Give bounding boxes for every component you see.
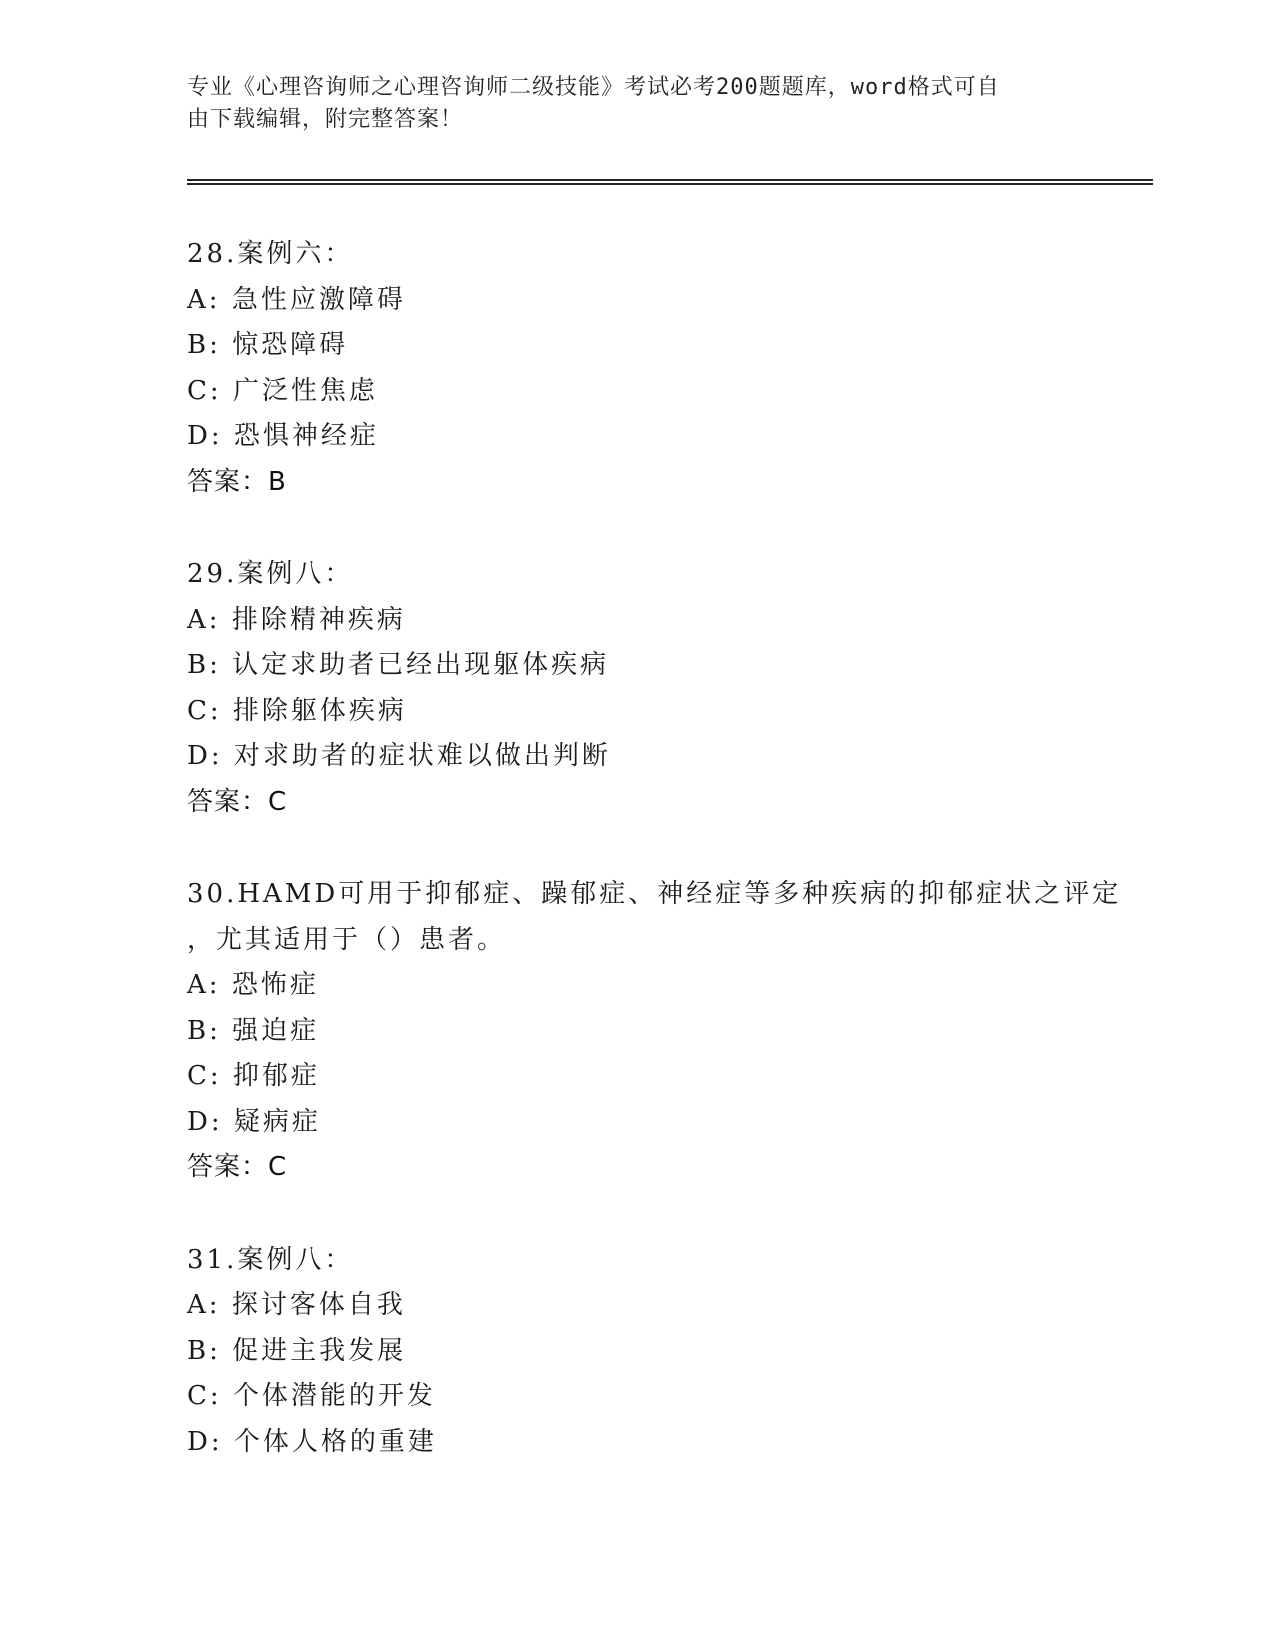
option-text: 抑郁症 (232, 1061, 320, 1091)
option-text: 个体人格的重建 (233, 1426, 437, 1457)
option-letter: A: (187, 284, 221, 315)
question-28 (187, 232, 1087, 505)
question-text: 案例八： (237, 559, 354, 589)
question-text: 案例六： (237, 239, 354, 269)
option-letter: D: (187, 741, 223, 771)
question-list (187, 232, 1122, 1512)
question-text: HAMD可用于抑郁症、躁郁症、神经症等多种疾病的抑郁症状之评定 (237, 879, 1122, 909)
option-letter: A: (187, 1290, 221, 1320)
option-b (187, 323, 1087, 369)
option-d (187, 1420, 1087, 1466)
question-stem (187, 552, 1087, 598)
option-b (187, 1009, 1087, 1055)
option-text: 排除精神疾病 (231, 604, 406, 635)
question-29 (187, 552, 1087, 825)
answer: 答案：C (187, 786, 288, 817)
option-c (187, 1374, 1087, 1420)
option-text: 探讨客体自我 (231, 1290, 406, 1320)
question-text: 案例八： (237, 1244, 354, 1275)
question-stem (187, 232, 1087, 278)
option-letter: D: (187, 1106, 223, 1137)
answer: 答案：C (187, 1152, 288, 1182)
header-divider (187, 179, 1153, 185)
option-c (187, 369, 1087, 415)
option-letter: A: (187, 970, 221, 1000)
option-a (187, 1283, 1087, 1329)
option-letter: C: (187, 695, 222, 726)
option-letter: B: (187, 1015, 221, 1046)
option-letter: D: (187, 1426, 223, 1457)
question-number: 29. (187, 559, 238, 589)
option-a (187, 278, 1087, 324)
option-text: 排除躯体疾病 (232, 695, 407, 726)
option-letter: B: (187, 330, 221, 360)
option-letter: C: (187, 1061, 222, 1091)
option-letter: B: (187, 1335, 221, 1366)
option-text: 疑病症 (233, 1106, 321, 1137)
document-header (187, 72, 1067, 136)
option-a (187, 598, 1087, 644)
option-text: 恐惧神经症 (233, 421, 379, 451)
answer: 答案：B (187, 466, 287, 497)
header-line-2: 由下载编辑，附完整答案！ (187, 107, 464, 132)
option-text: 广泛性焦虑 (232, 375, 378, 406)
question-number: 31. (187, 1244, 238, 1275)
option-letter: D: (187, 421, 223, 451)
option-b (187, 1329, 1087, 1375)
option-letter: A: (187, 604, 221, 635)
option-b (187, 643, 1087, 689)
option-text: 惊恐障碍 (232, 330, 349, 360)
question-30 (187, 872, 1122, 1191)
question-31 (187, 1238, 1087, 1466)
option-text: 急性应激障碍 (231, 284, 406, 315)
option-d (187, 1100, 1087, 1146)
option-letter: C: (187, 375, 222, 406)
question-stem (187, 1238, 1087, 1284)
option-d (187, 414, 1087, 460)
option-text: 对求助者的症状难以做出判断 (233, 741, 611, 771)
option-letter: C: (187, 1381, 222, 1411)
question-number: 30. (187, 879, 238, 909)
option-text: 恐怖症 (231, 970, 319, 1000)
header-line-1: 专业《心理咨询师之心理咨询师二级技能》考试必考200题题库，word格式可自 (187, 75, 1000, 100)
option-d (187, 734, 1087, 780)
option-c (187, 689, 1087, 735)
option-a (187, 963, 1087, 1009)
option-text: 个体潜能的开发 (232, 1381, 436, 1411)
option-text: 促进主我发展 (232, 1335, 407, 1366)
option-text: 认定求助者已经出现躯体疾病 (232, 650, 610, 680)
option-letter: B: (187, 650, 221, 680)
option-c (187, 1054, 1087, 1100)
question-number: 28. (187, 239, 238, 269)
question-stem-continued: ，尤其适用于（）患者。 (187, 924, 507, 955)
option-text: 强迫症 (232, 1015, 320, 1046)
question-stem (187, 872, 1122, 918)
